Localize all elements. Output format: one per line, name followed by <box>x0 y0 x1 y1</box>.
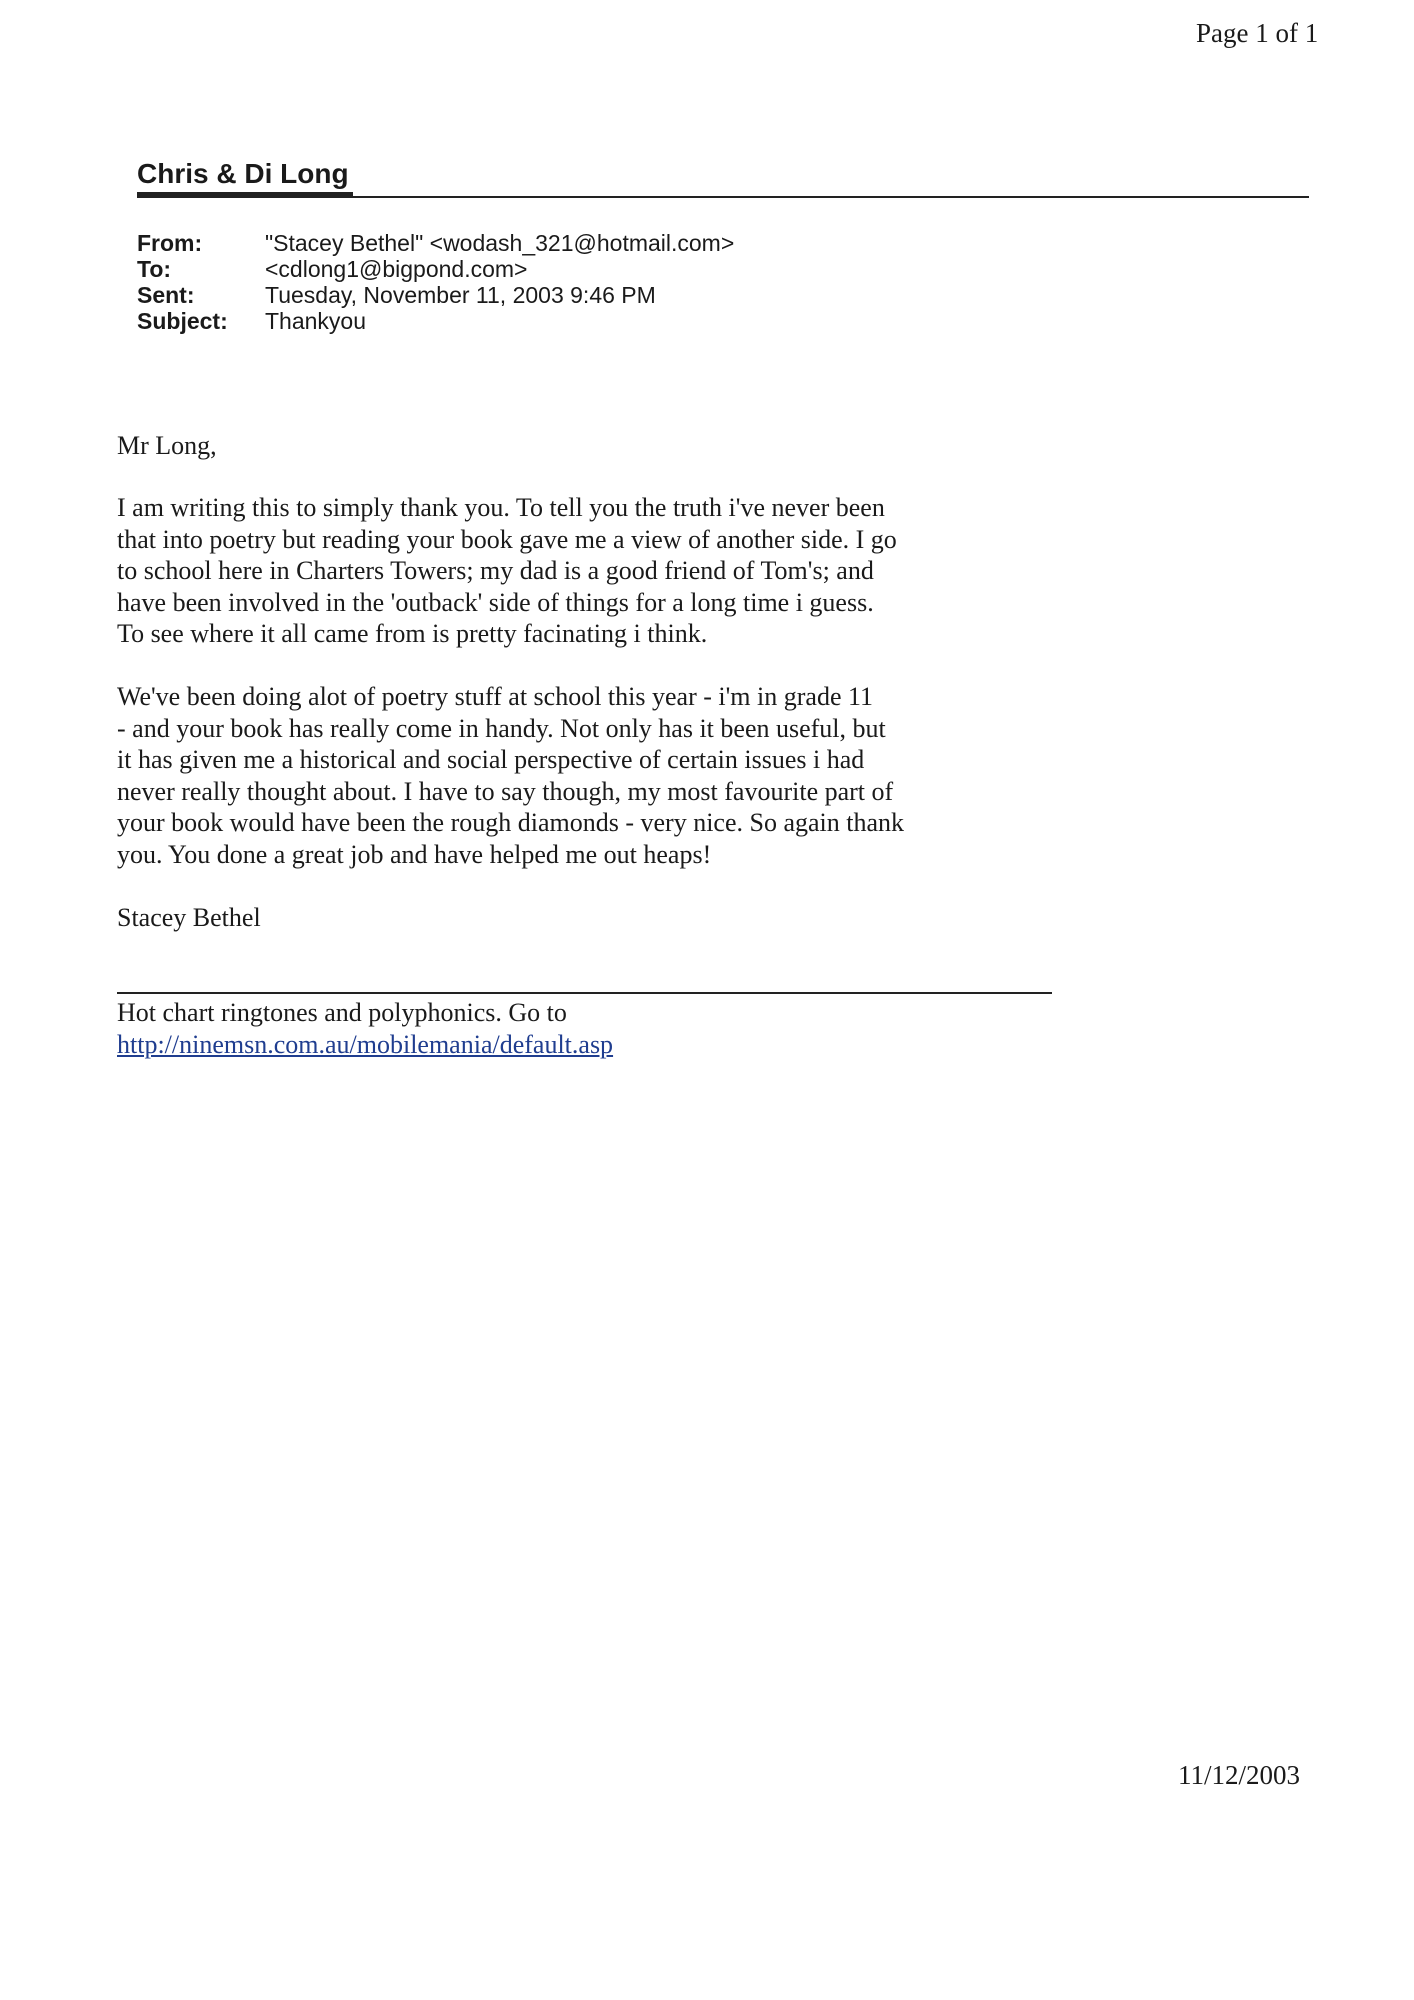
signature: Stacey Bethel <box>117 903 261 932</box>
text-line: your book would have been the rough diamonds - very nice. So again thank <box>117 808 905 837</box>
greeting: Mr Long, <box>117 431 217 460</box>
header-sent <box>137 282 734 308</box>
header-value: Thankyou <box>265 308 367 334</box>
header-value: Tuesday, November 11, 2003 9:46 PM <box>265 282 656 308</box>
paragraph-2 <box>117 681 1017 870</box>
header-value: "Stacey Bethel" <wodash_321@hotmail.com> <box>265 230 735 256</box>
text-line: that into poetry but reading your book gave me a view of another side. I go <box>117 524 897 554</box>
text-line: We've been doing alot of poetry stuff at school this year - i'm in grade 11 <box>117 682 874 711</box>
print-date: 11/12/2003 <box>1178 1760 1301 1790</box>
mailbox-owner-name: Chris & Di Long <box>137 158 349 189</box>
header-label: From: <box>137 230 203 256</box>
header-from <box>137 230 734 256</box>
footer-link[interactable]: http://ninemsn.com.au/mobilemania/default.asp <box>117 1029 614 1059</box>
text-line: - and your book has really come in handy. Not only has it been useful, but <box>117 713 886 743</box>
text-line: you. You done a great job and have helped me out heaps! <box>117 839 712 869</box>
header-label: Sent: <box>137 282 195 308</box>
text-line: to school here in Charters Towers; my dad is a good friend of Tom's; and <box>117 556 874 585</box>
text-line: have been involved in the 'outback' side of things for a long time i guess. <box>117 587 874 617</box>
page-number: Page 1 of 1 <box>1196 18 1319 48</box>
text-line: I am writing this to simply thank you. To tell you the truth i've never been <box>117 493 885 522</box>
header-rule <box>137 196 1309 198</box>
footer-ad-text: Hot chart ringtones and polyphonics. Go to <box>117 998 567 1027</box>
header-label: To: <box>137 256 172 282</box>
text-line: never really thought about. I have to say though, my most favourite part of <box>117 776 894 806</box>
text-line: it has given me a historical and social perspective of certain issues i had <box>117 745 865 774</box>
header-subject <box>137 308 734 334</box>
header-to <box>137 256 734 282</box>
footer-ad <box>117 997 613 1060</box>
footer-rule <box>117 992 1052 994</box>
header-label: Subject: <box>137 308 228 334</box>
paragraph-1 <box>117 492 1017 650</box>
email-headers <box>137 230 734 334</box>
text-line: To see where it all came from is pretty facinating i think. <box>117 619 708 648</box>
header-value: <cdlong1@bigpond.com> <box>265 256 528 282</box>
